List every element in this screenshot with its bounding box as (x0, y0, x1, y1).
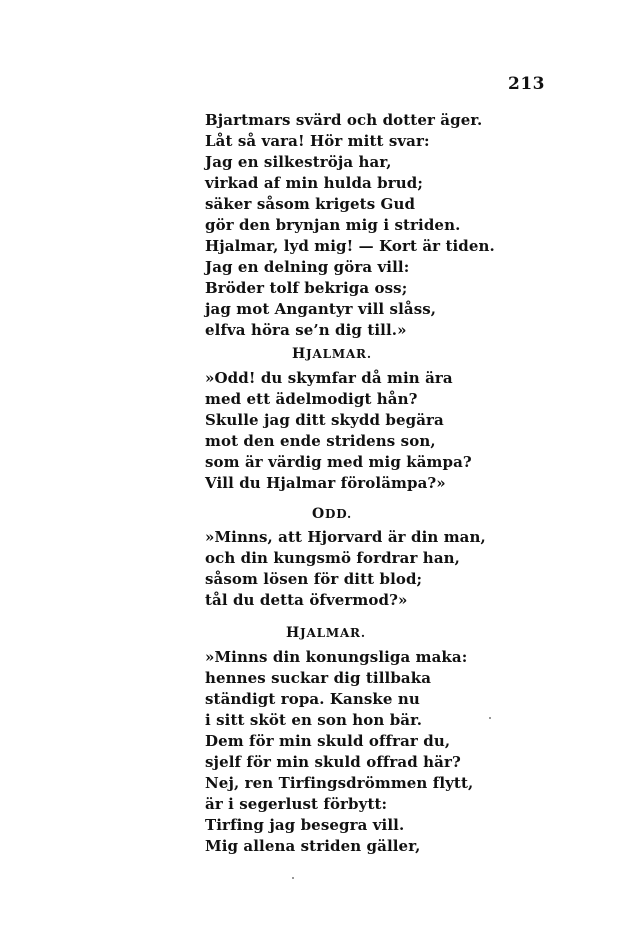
verse-line: jag mot Angantyr vill slåss, (205, 300, 437, 318)
page-number: 213 (508, 74, 545, 94)
verse-line: i sitt sköt en son hon bär. (205, 711, 423, 729)
verse-line: Dem för min skuld offrar du, (205, 732, 451, 750)
print-speck (489, 717, 491, 719)
verse-line: Hjalmar, lyd mig! — Kort är tiden. (205, 237, 495, 255)
verse-line: gör den brynjan mig i striden. (205, 216, 461, 234)
verse-line: är i segerlust förbytt: (205, 795, 388, 813)
print-speck (292, 877, 294, 879)
verse-line: elfva höra se’n dig till.» (205, 321, 407, 339)
verse-line: och din kungsmö fordrar han, (205, 549, 460, 567)
verse-line: »Minns, att Hjorvard är din man, (205, 528, 486, 546)
verse-line: Nej, ren Tirfingsdrömmen flytt, (205, 774, 474, 792)
speaker-heading-hjalmar: HJALMAR. (286, 625, 366, 641)
verse-line: som är värdig med mig kämpa? (205, 453, 472, 471)
verse-line: Tirfing jag besegra vill. (205, 816, 405, 834)
verse-line: såsom lösen för ditt blod; (205, 570, 423, 588)
verse-line: hennes suckar dig tillbaka (205, 669, 432, 687)
verse-line: »Odd! du skymfar då min ära (205, 369, 453, 387)
verse-line: virkad af min hulda brud; (205, 174, 423, 192)
verse-line: Låt så vara! Hör mitt svar: (205, 132, 430, 150)
speaker-heading-odd: ODD. (312, 506, 352, 522)
verse-line: Vill du Hjalmar förolämpa?» (205, 474, 446, 492)
verse-line: Bjartmars svärd och dotter äger. (205, 111, 483, 129)
verse-line: sjelf för min skuld offrad här? (205, 753, 461, 771)
verse-line: ständigt ropa. Kanske nu (205, 690, 420, 708)
speaker-heading-hjalmar: HJALMAR. (292, 346, 372, 362)
verse-line: Jag en silkeströja har, (205, 153, 392, 171)
verse-line: med ett ädelmodigt hån? (205, 390, 418, 408)
verse-line: »Minns din konungsliga maka: (205, 648, 468, 666)
stanza-odd-continued (205, 110, 495, 341)
stanza-odd (205, 527, 486, 611)
verse-line: Jag en delning göra vill: (205, 258, 410, 276)
stanza-hjalmar-2 (205, 647, 473, 857)
stanza-hjalmar-1 (205, 368, 472, 494)
verse-line: säker såsom krigets Gud (205, 195, 416, 213)
verse-line: Bröder tolf bekriga oss; (205, 279, 408, 297)
verse-line: tål du detta öfvermod?» (205, 591, 408, 609)
verse-line: Skulle jag ditt skydd begära (205, 411, 444, 429)
verse-line: mot den ende stridens son, (205, 432, 436, 450)
verse-line: Mig allena striden gäller, (205, 837, 421, 855)
